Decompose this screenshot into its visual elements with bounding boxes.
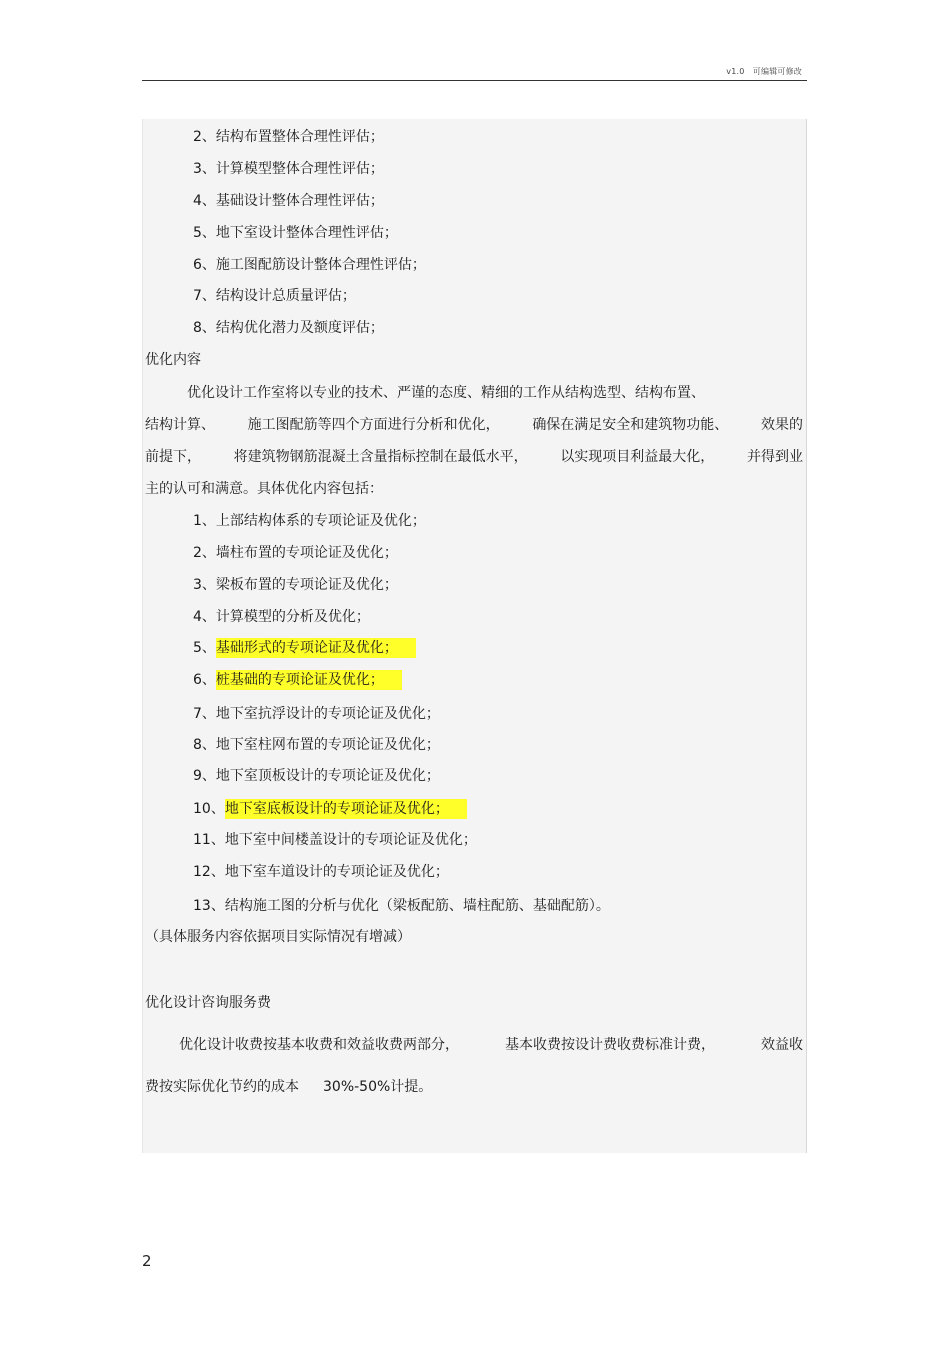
- eval-item: 6、施工图配筋设计整体合理性评估；: [193, 257, 426, 273]
- eval-item: 3、计算模型整体合理性评估；: [193, 161, 384, 177]
- highlight-mark: 基础形式的专项论证及优化；: [216, 638, 416, 658]
- header-note: 可编辑可修改: [752, 67, 802, 76]
- content-item: 1、上部结构体系的专项论证及优化；: [193, 513, 426, 529]
- eval-item: 7、结构设计总质量评估；: [193, 288, 356, 304]
- header-version-note: [726, 66, 802, 77]
- content-item-highlighted: 6、桩基础的专项论证及优化；: [193, 671, 402, 689]
- paragraph-line: 优化设计工作室将以专业的技术、严谨的态度、精细的工作从结构选型、结构布置、: [187, 385, 705, 401]
- content-item: 11、地下室中间楼盖设计的专项论证及优化；: [193, 832, 477, 848]
- header-version: v1.0: [726, 67, 745, 76]
- highlight-mark: 地下室底板设计的专项论证及优化；: [225, 799, 467, 819]
- content-item-highlighted: 5、基础形式的专项论证及优化；: [193, 639, 416, 657]
- section-title-content: 优化内容: [145, 352, 201, 368]
- highlight-mark: 桩基础的专项论证及优化；: [216, 670, 402, 690]
- service-note: （具体服务内容依据项目实际情况有增减）: [145, 929, 411, 945]
- content-block: [142, 119, 807, 1153]
- content-item-highlighted: 10、地下室底板设计的专项论证及优化；: [193, 800, 467, 818]
- content-item: 12、地下室车道设计的专项论证及优化；: [193, 864, 449, 880]
- paragraph-line: 结构计算、 施工图配筋等四个方面进行分析和优化， 确保在满足安全和建筑物功能、 效果的: [145, 417, 803, 433]
- eval-item: 5、地下室设计整体合理性评估；: [193, 225, 398, 241]
- content-item: 8、地下室柱网布置的专项论证及优化；: [193, 737, 440, 753]
- eval-item: 2、结构布置整体合理性评估；: [193, 129, 384, 145]
- content-item: 3、梁板布置的专项论证及优化；: [193, 577, 398, 593]
- eval-item: 4、基础设计整体合理性评估；: [193, 193, 384, 209]
- content-item: 13、结构施工图的分析与优化（梁板配筋、墙柱配筋、基础配筋）。: [193, 898, 610, 914]
- fee-line: 优化设计收费按基本收费和效益收费两部分， 基本收费按设计费收费标准计费， 效益收: [179, 1037, 803, 1053]
- content-item: 4、计算模型的分析及优化；: [193, 609, 370, 625]
- paragraph-line: 前提下， 将建筑物钢筋混凝土含量指标控制在最低水平， 以实现项目利益最大化， 并得到业: [145, 449, 803, 465]
- paragraph-line: 主的认可和满意。具体优化内容包括：: [145, 481, 383, 497]
- page-number: 2: [142, 1252, 152, 1270]
- content-item: 2、墙柱布置的专项论证及优化；: [193, 545, 398, 561]
- header-rule: [142, 80, 807, 81]
- fee-line: 费按实际优化节约的成本 30%-50%计提。: [145, 1079, 433, 1095]
- section-title-fee: 优化设计咨询服务费: [145, 995, 271, 1011]
- eval-item: 8、结构优化潜力及额度评估；: [193, 320, 384, 336]
- content-item: 9、地下室顶板设计的专项论证及优化；: [193, 768, 440, 784]
- content-item: 7、地下室抗浮设计的专项论证及优化；: [193, 706, 440, 722]
